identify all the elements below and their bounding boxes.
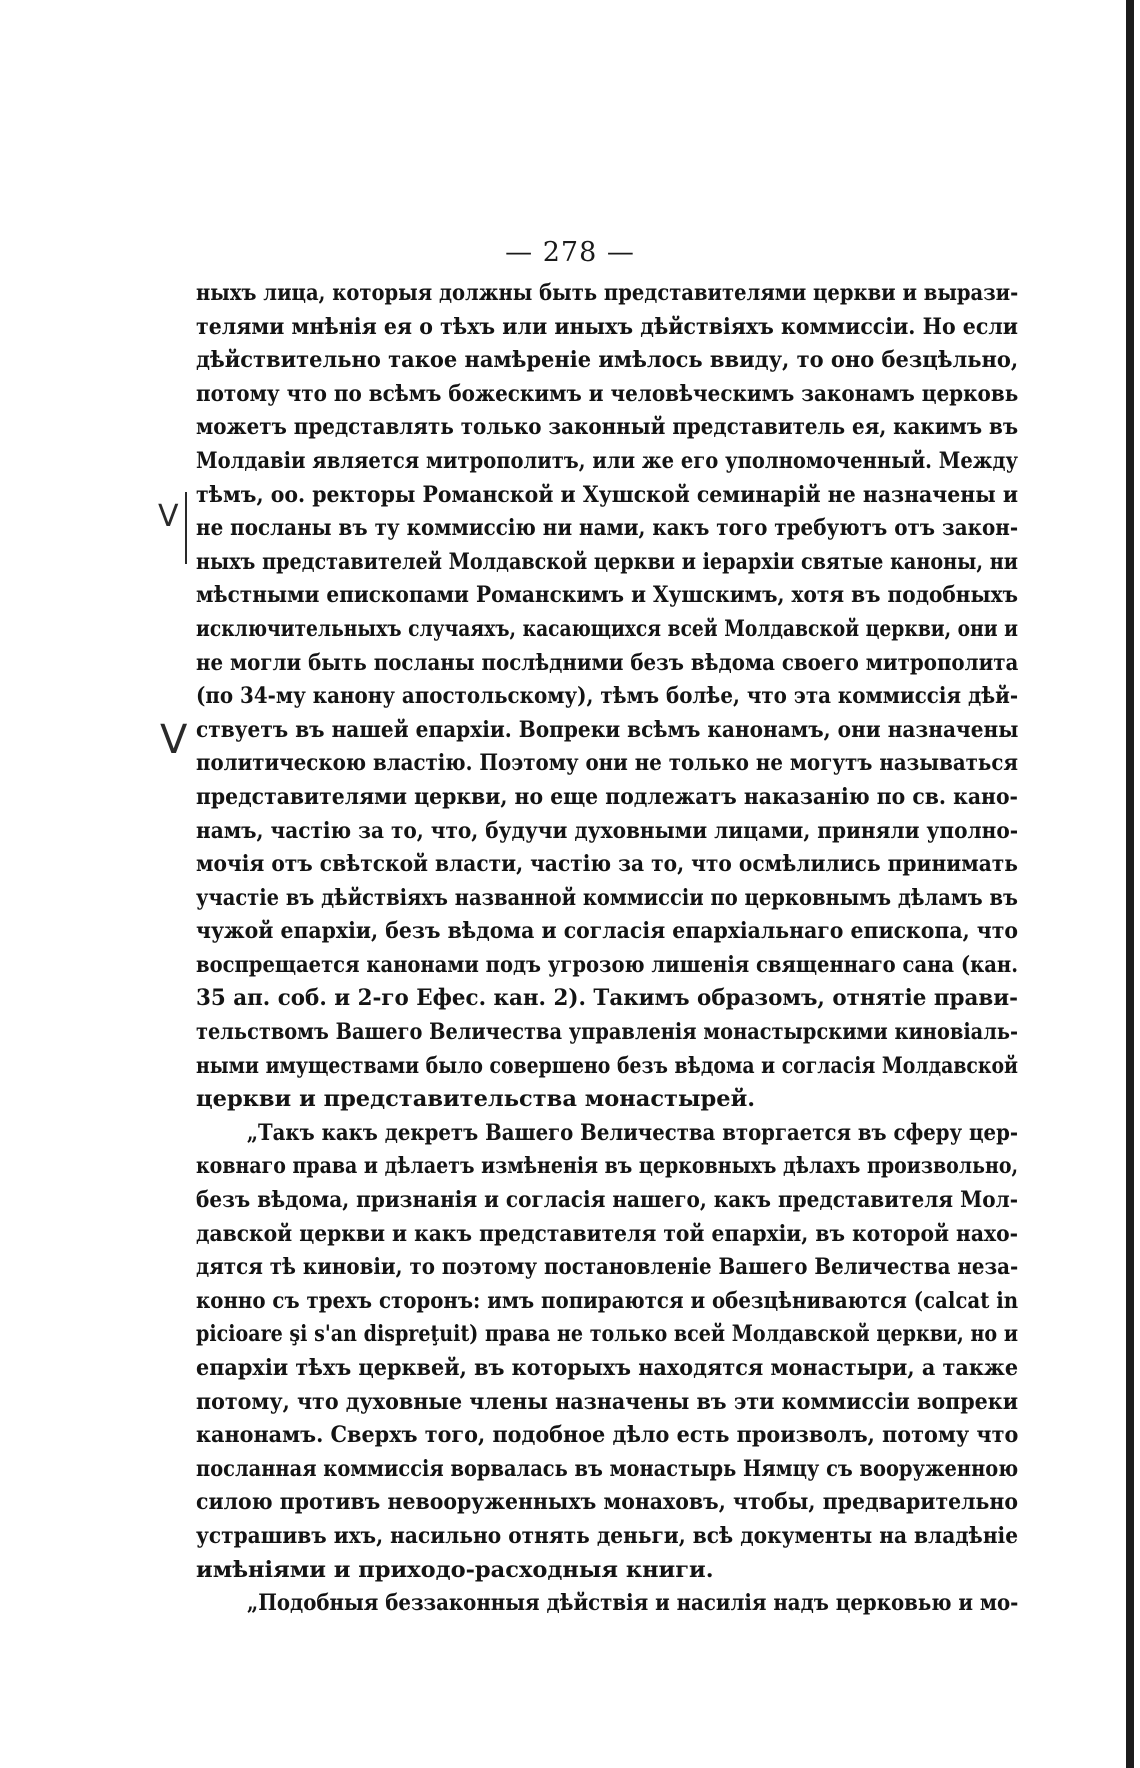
text-line: участіе въ дѣйствіяхъ названной коммиссіи по церковнымъ дѣламъ въ xyxy=(196,884,1018,911)
paragraph xyxy=(196,1117,1018,1587)
text-line: можетъ представлять только законный представитель ея, какимъ въ xyxy=(196,414,1018,441)
text-line: тельствомъ Вашего Величества управленія монастырскими киновіаль- xyxy=(196,1019,1018,1046)
text-line: ными имуществами было совершено безъ вѣдома и согласія Молдавской xyxy=(196,1052,1018,1079)
text-line: потому, что духовные члены назначены въ эти коммиссіи вопреки xyxy=(196,1388,1018,1415)
text-line: исключительныхъ случаяхъ, касающихся всей Молдавской церкви, они и xyxy=(196,615,1018,642)
paragraph xyxy=(196,1587,1018,1621)
text-line: тѣмъ, оо. ректоры Романской и Хушской семинарій не назначены и xyxy=(196,481,1018,508)
text-line: дятся тѣ киновіи, то поэтому постановленіе Вашего Величества неза- xyxy=(196,1254,1018,1281)
margin-bracket-line xyxy=(185,492,187,564)
text-line: конно съ трехъ сторонъ: имъ попираются и обезцѣниваются (calcat in xyxy=(196,1287,1018,1314)
text-line: посланная коммиссія ворвалась въ монастырь Нямцу съ вооруженною xyxy=(196,1455,1018,1482)
text-line: епархіи тѣхъ церквей, въ которыхъ находятся монастыри, а также xyxy=(196,1355,1018,1381)
text-line: давской церкви и какъ представителя той епархіи, въ которой нахо- xyxy=(196,1220,1018,1247)
text-line: потому что по всѣмъ божескимъ и человѣческимъ законамъ церковь xyxy=(196,380,1018,407)
text-line: 35 ап. соб. и 2-го Ефес. кан. 2). Такимъ образомъ, отнятіе прави- xyxy=(196,985,1018,1012)
text-line: „Подобныя беззаконныя дѣйствія и насилія надъ церковью и мо- xyxy=(246,1590,1018,1617)
text-line: политическою властію. Поэтому они не только не могутъ называться xyxy=(196,750,1018,777)
text-line: безъ вѣдома, признанія и согласія нашего, какъ представителя Мол- xyxy=(196,1187,1018,1214)
text-line: ныхъ представителей Молдавской церкви и іерархіи святые каноны, ни xyxy=(196,548,1018,575)
text-line: церкви и представительства монастырей. xyxy=(196,1086,756,1113)
margin-checkmark-1: V xyxy=(158,499,179,534)
text-line: не могли быть посланы послѣдними безъ вѣдома своего митрополита xyxy=(196,649,1018,676)
text-line: чужой епархіи, безъ вѣдома и согласія епархіальнаго епископа, что xyxy=(196,918,1018,945)
text-line: устрашивъ ихъ, насильно отнять деньги, всѣ документы на владѣніе xyxy=(196,1522,1018,1549)
paragraph xyxy=(196,277,1018,1117)
text-line: канонамъ. Сверхъ того, подобное дѣло есть произволъ, потому что xyxy=(196,1422,1018,1449)
text-line: „Такъ какъ декретъ Вашего Величества вторгается въ сферу цер- xyxy=(246,1119,1018,1146)
text-line: дѣйствительно такое намѣреніе имѣлось ввиду, то оно безцѣльно, xyxy=(196,347,1018,374)
text-line: Молдавіи является митрополитъ, или же его уполномоченный. Между xyxy=(196,447,1018,474)
text-line: намъ, частію за то, что, будучи духовными лицами, приняли уполно- xyxy=(196,817,1018,844)
text-line: не посланы въ ту коммиссію ни нами, какъ того требуютъ отъ закон- xyxy=(196,515,1018,542)
body-text xyxy=(196,277,1018,1621)
text-line: имѣніями и приходо-расходныя книги. xyxy=(196,1556,714,1583)
margin-checkmark-2: V xyxy=(160,717,188,763)
text-line: воспрещается канонами подъ угрозою лишенія священнаго сана (кан. xyxy=(196,951,1018,978)
text-line: телями мнѣнія ея о тѣхъ или иныхъ дѣйствіяхъ коммиссіи. Но если xyxy=(196,313,1018,340)
text-line: мѣстными епископами Романскимъ и Хушскимъ, хотя въ подобныхъ xyxy=(196,582,1018,609)
text-line: представителями церкви, но еще подлежатъ наказанію по св. кано- xyxy=(196,783,1018,810)
text-line: (по 34-му канону апостольскому), тѣмъ болѣе, что эта коммиссія дѣй- xyxy=(196,683,1018,710)
text-line: ныхъ лица, которыя должны быть представителями церкви и вырази- xyxy=(196,280,1018,306)
text-line: picioare şi s'an dispreţuit) права не только всей Молдавской церкви, но и xyxy=(196,1321,1018,1348)
text-line: силою противъ невооруженныхъ монаховъ, чтобы, предварительно xyxy=(196,1489,1018,1516)
text-line: ствуетъ въ нашей епархіи. Вопреки всѣмъ канонамъ, они назначены xyxy=(196,716,1018,743)
text-line: мочія отъ свѣтской власти, частію за то, что осмѣлились принимать xyxy=(196,851,1018,878)
text-line: ковнаго права и дѣлаетъ измѣненія въ церковныхъ дѣлахъ произвольно, xyxy=(196,1153,1018,1180)
page-number: — 278 — xyxy=(505,237,635,268)
